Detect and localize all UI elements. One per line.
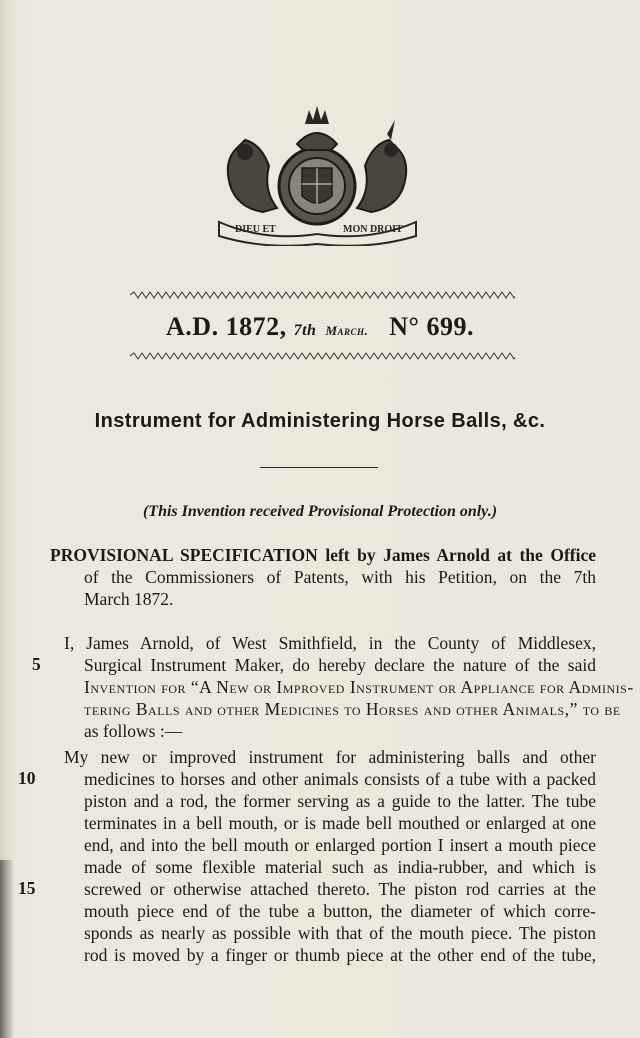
crest-motto-left: DIEU ET <box>235 224 276 235</box>
text-line: My new or improved instrument for administering balls and other <box>64 747 596 767</box>
text-line: March 1872. <box>84 589 174 609</box>
text-line: Invention for “A New or Improved Instrument or Appliance for Adminis- <box>84 677 634 697</box>
text-line: of the Commissioners of Patents, with his Petition, on the 7th <box>84 567 596 587</box>
wavy-rule-top <box>130 291 515 299</box>
text-line: terminates in a bell mouth, or is made bell mouthed or enlarged at one <box>84 813 596 833</box>
anno-domini: A.D. <box>166 312 219 341</box>
royal-crest-icon <box>205 104 430 246</box>
invention-title: Instrument for Administering Horse Balls, &c. <box>94 410 546 432</box>
text-line: Surgical Instrument Maker, do hereby declare the nature of the said <box>84 655 596 675</box>
text-line: screwed or otherwise attached thereto. The piston rod carries at the <box>84 879 596 899</box>
text-line: sponds as nearly as possible with that of the mouth piece. The piston <box>84 923 596 943</box>
text-line: as follows :— <box>84 721 183 741</box>
text-line: I, James Arnold, of West Smithfield, in the County of Middlesex, <box>64 633 596 653</box>
text-line: end, and into the bell mouth or enlarged portion I insert a mouth piece <box>84 835 596 855</box>
text-line: mouth piece end of the tube a button, the diameter of which corre- <box>84 901 596 921</box>
binding-shadow <box>0 860 14 1038</box>
text-line: medicines to horses and other animals consists of a tube with a packed <box>84 769 596 789</box>
line-number-5: 5 <box>32 654 41 674</box>
crest-motto-right: MON DROIT <box>343 224 403 235</box>
text-line: PROVISIONAL SPECIFICATION left by James Arnold at the Office <box>50 545 596 565</box>
text-line: made of some flexible material such as india-rubber, and which is <box>84 857 596 877</box>
patent-day: 7th <box>293 322 317 339</box>
line-number-10: 10 <box>18 768 36 788</box>
wavy-rule-bottom <box>130 352 515 360</box>
text-line: piston and a rod, the former serving as a guide to the latter. The tube <box>84 791 596 811</box>
protection-note: (This Invention received Provisional Protection only.) <box>142 503 498 520</box>
patent-year: 1872, <box>225 312 287 341</box>
patent-heading <box>0 312 640 342</box>
title-divider <box>260 467 378 468</box>
patent-month: March. <box>325 323 369 338</box>
text-line: tering Balls and other Medicines to Horses and other Animals,” to be <box>84 699 621 719</box>
text-line: rod is moved by a finger or thumb piece at the other end of the tube, <box>84 945 596 965</box>
line-number-15: 15 <box>18 878 36 898</box>
patent-number: N° 699. <box>389 312 474 341</box>
